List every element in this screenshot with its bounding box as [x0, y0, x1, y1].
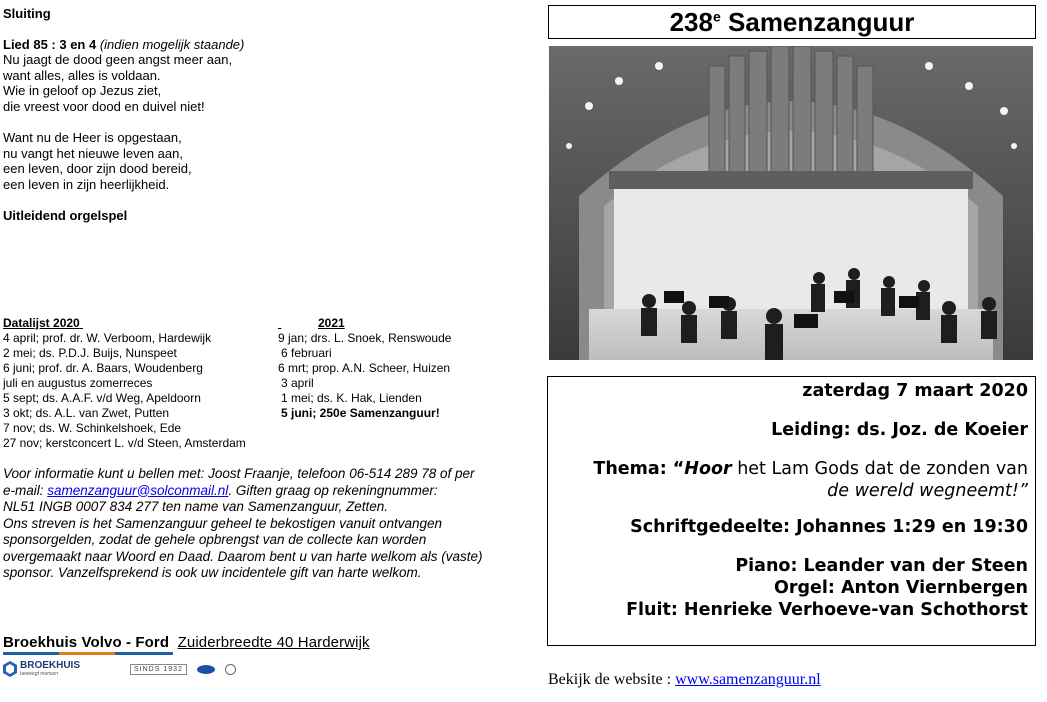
event-organ: Orgel: Anton Viernbergen — [773, 578, 1028, 598]
event-leader: Leiding: ds. Joz. de Koeier — [771, 420, 1028, 440]
website-link[interactable]: www.samenzanguur.nl — [675, 671, 821, 688]
song-ref: Lied 85 : 3 en 4 — [3, 36, 97, 52]
song-note: (indien mogelijk staande) — [99, 36, 245, 52]
sponsor-block — [3, 634, 423, 677]
date-list — [3, 316, 503, 451]
sponsor-brand: Broekhuis Volvo - Ford — [3, 634, 170, 651]
verse-line: want alles, alles is voldaan. — [3, 67, 161, 83]
left-column — [3, 6, 503, 224]
header-2021: 2021 — [318, 316, 345, 330]
photo-illustration — [549, 46, 1033, 360]
verse-line: een leven in zijn heerlijkheid. — [3, 176, 170, 192]
verse-line: Wie in geloof op Jezus ziet, — [3, 83, 162, 98]
postlude-title: Uitleidend orgelspel — [3, 208, 128, 223]
page-title: 238e Samenzanguur — [548, 5, 1036, 39]
event-flute: Fluit: Henrieke Verhoeve-van Schothorst — [626, 600, 1028, 620]
volvo-logo-icon — [225, 664, 236, 675]
brand-underline — [3, 652, 173, 655]
event-piano: Piano: Leander van der Steen — [735, 556, 1028, 576]
church-orchestra-photo — [549, 46, 1033, 360]
event-info-box — [547, 376, 1036, 646]
date-list-header — [3, 316, 503, 331]
since-label: SINDS 1932 — [130, 664, 187, 675]
date-row: 6 juni; prof. dr. A. Baars, Woudenberg 6 mrt; prop. A.N. Scheer, Huizen — [3, 361, 451, 375]
date-row: 3 okt; ds. A.L. van Zwet, Putten 5 juni; 250e Samenzanguur! — [3, 406, 440, 420]
event-theme: Thema: “Hoor het Lam Gods dat de zonden van — [593, 459, 1028, 479]
verse-line: Want nu de Heer is opgestaan, — [3, 130, 182, 145]
verse-line: een leven, door zijn dood bereid, — [3, 161, 192, 176]
date-row: 2 mei; ds. P.D.J. Buijs, Nunspeet 6 februari — [3, 346, 332, 360]
verse-line: Nu jaagt de dood geen angst meer aan, — [3, 52, 233, 67]
date-row: 4 april; prof. dr. W. Verboom, Hardewijk 9 jan; drs. L. Snoek, Renswoude — [3, 331, 452, 345]
broekhuis-logo: BROEKHUIS beweegt mensen — [3, 661, 80, 677]
event-date: zaterdag 7 maart 2020 — [802, 381, 1028, 401]
event-theme-line2: de wereld wegneemt!” — [827, 481, 1028, 501]
event-scripture: Schriftgedeelte: Johannes 1:29 en 19:30 — [630, 517, 1028, 537]
ford-logo-icon — [197, 665, 215, 674]
date-row: 27 nov; kerstconcert L. v/d Steen, Amsterdam — [3, 436, 246, 450]
info-paragraph: Voor informatie kunt u bellen met: Joost Fraanje, telefoon 06-514 289 78 of per e-mail: samenzanguur@solconmail.nl. Giften graag op rekeningnummer: NL51 INGB 0007 834 277 ten name van Samenzanguur, Zetten. Ons streven is het Samenzanguur geheel te bekostigen vanuit ontvangen sponsorgelden, zodat de gehele opbrengst van de collecte kan worden overgemaakt naar Woord en Daad. Daarom bent u van harte welkom als (vaste) sponsor. Vanzelfsprekend is ook uw incidentele gift van harte welkom. — [3, 466, 483, 580]
bank-account: NL51 INGB 0007 834 277 ten name van Samenzanguur, Zetten. — [3, 499, 389, 514]
email-link[interactable]: samenzanguur@solconmail.nl — [47, 482, 229, 498]
closing-title: Sluiting — [3, 6, 51, 21]
verse-1 — [3, 52, 503, 114]
verse-line: die vreest voor dood en duivel niet! — [3, 98, 205, 114]
date-row: 7 nov; ds. W. Schinkelshoek, Ede — [3, 421, 182, 435]
verse-2 — [3, 130, 503, 192]
header-2020: Datalijst 2020 — [3, 316, 80, 330]
website-line: Bekijk de website : www.samenzanguur.nl — [548, 671, 821, 688]
date-row: juli en augustus zomerreces 3 april — [3, 376, 314, 390]
date-row: 5 sept; ds. A.A.F. v/d Weg, Apeldoorn 1 mei; ds. K. Hak, Lienden — [3, 391, 422, 405]
verse-line: nu vangt het nieuwe leven aan, — [3, 145, 183, 161]
broekhuis-shield-icon — [3, 661, 17, 677]
sponsor-address: Zuiderbreedte 40 Harderwijk — [177, 634, 370, 651]
